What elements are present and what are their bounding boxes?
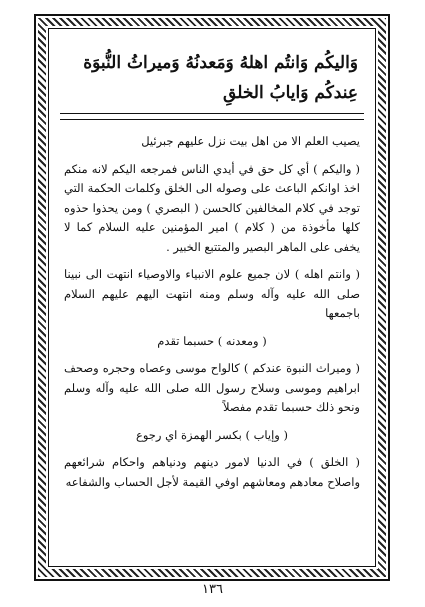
verse-heading-box (60, 40, 364, 110)
paragraph: يصيب العلم الا من اهل بيت نزل عليهم جبرئيل (141, 134, 360, 148)
commentary-body (64, 132, 360, 500)
paragraph: ( الخلق ) في الدنيا لامور دينهم ودنياهم واحكام شرائعهم واصلاح معادهم ومعاشهم اوفي القيمة لأجل الحساب والشفاعه (64, 455, 360, 489)
paragraph: ( وميراث النبوة عندكم ) كالواح موسى وعصاه وحجره وصحف ابراهيم وموسى وسلاح رسول الله صلى الله عليه وآله وسلم ونحو ذلك حسبما تقدم مفصلاً (64, 361, 360, 414)
paragraph: ( ومعدنه ) حسبما تقدم (157, 333, 267, 348)
paragraph: ( وإياب ) بكسر الهمزة اي رجوع (135, 427, 289, 442)
page-number: ١٣٦ (202, 582, 223, 597)
verse-heading: وَاليكُم وَانتُم اهلهُ وَمَعدنُهُ وَميراثُ النُّبوَة عِندكُم وَايابُ الخلقِ (83, 53, 358, 103)
paragraph: ( وانتم اهله ) لان جميع علوم الانبياء والاوصياء انتهت الى نبينا صلى الله عليه وآله وسلم ومنه انتهت اليهم عليهم السلام باجمعها (64, 267, 360, 320)
paragraph: ( واليكم ) أي كل حق في أيدي الناس فمرجعه اليكم لانه منكم اخذ اوانكم الباعث على وصوله الى الخلق وكلمات الحكمة التي توجد في كلام المخالفين كالحسن ( البصري ) ومن يحذوا حذوه كلها مأخوذة من ( كلام ) امير المؤمنين عليه السلام كما لا يخفى على الماهر البصير والمتتبع الخبير . (64, 161, 360, 254)
heading-divider-2 (60, 119, 364, 120)
heading-divider (60, 113, 364, 114)
